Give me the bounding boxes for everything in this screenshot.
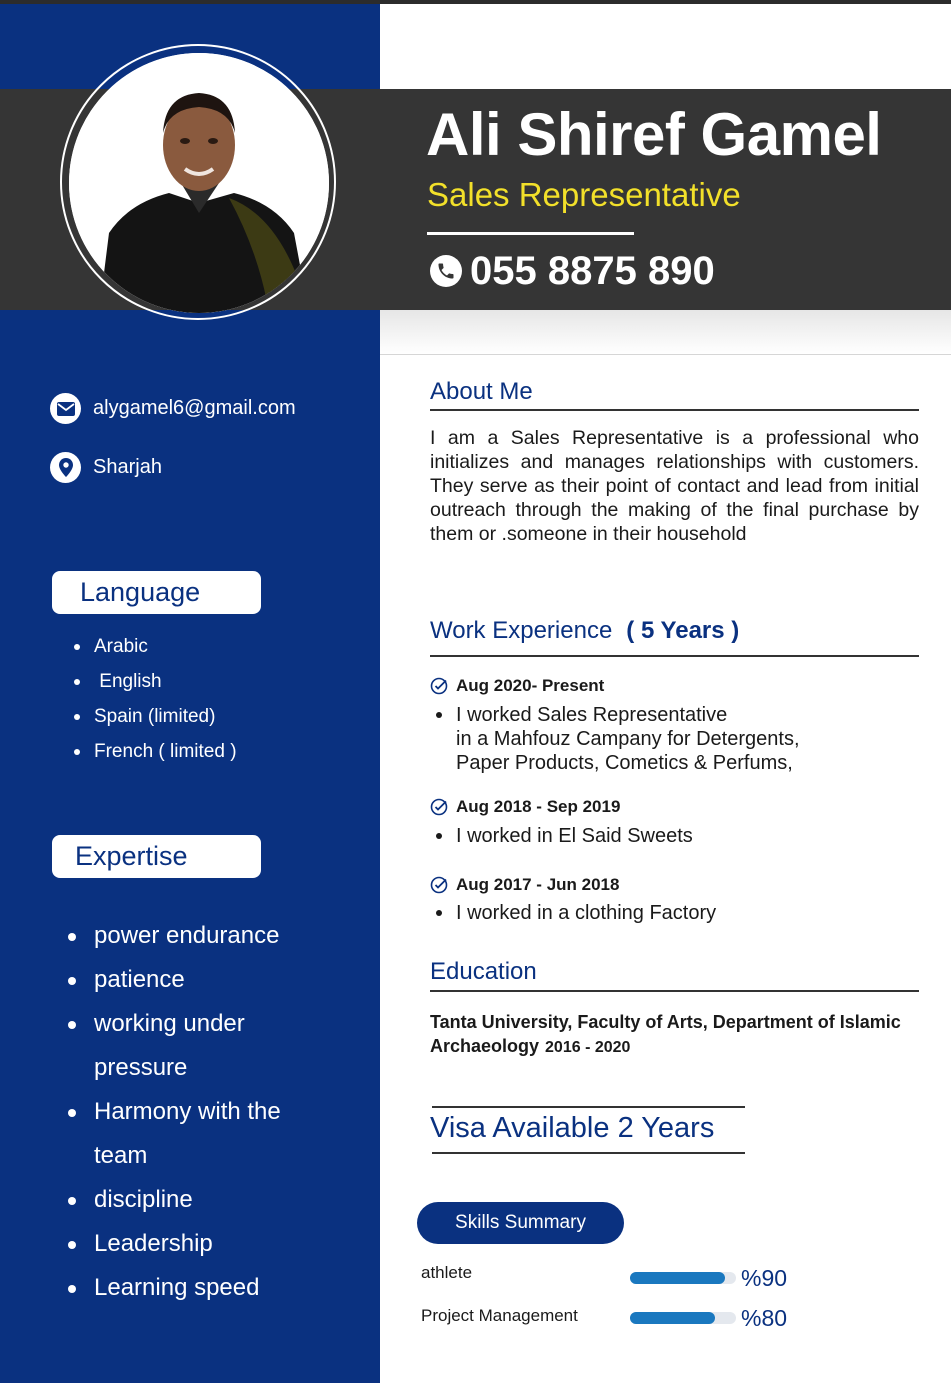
job-description-text: I worked Sales Representative in a Mahfouz Campany for Detergents, Paper Products, Cometics & Perfums,: [456, 704, 800, 774]
education-text: Tanta University, Faculty of Arts, Department of Islamic Archaeology: [430, 1012, 901, 1056]
visa-status: Visa Available 2 Years: [430, 1112, 715, 1144]
expertise-list: [68, 914, 358, 1310]
skill-bar-fill: [630, 1272, 725, 1284]
visa-bottom-rule: [432, 1152, 745, 1154]
job-description: [436, 703, 800, 775]
email-row: [50, 393, 296, 424]
phone-icon: [430, 255, 462, 287]
job-description-text: I worked in El Said Sweets: [456, 825, 693, 847]
language-item: English: [74, 671, 237, 706]
bullet: [436, 712, 442, 718]
language-item: French ( limited ): [74, 741, 237, 776]
check-circle-icon: [430, 677, 448, 695]
expertise-item: Harmony with the team: [68, 1090, 324, 1178]
skill-bar: [630, 1312, 736, 1324]
expertise-item: Learning speed: [68, 1266, 358, 1310]
phone-number: 055 8875 890: [470, 248, 715, 293]
language-heading: Language: [52, 571, 261, 614]
expertise-item: power endurance: [68, 914, 358, 958]
skills-heading: Skills Summary: [417, 1202, 624, 1244]
skill-percent: %80: [741, 1305, 788, 1331]
education-heading: Education: [430, 958, 537, 985]
header-shadow: [380, 310, 951, 354]
work-heading: [430, 617, 739, 645]
language-item: Arabic: [74, 636, 237, 671]
skill-bar: [630, 1272, 736, 1284]
expertise-item: discipline: [68, 1178, 358, 1222]
about-heading: About Me: [430, 378, 533, 405]
about-text: I am a Sales Representative is a professional who initializes and manages relationships with customers. They serve as their point of contact and lead from initial outreach through the making of the final purchase by them or .someone in their household: [430, 427, 919, 545]
skill-bar-fill: [630, 1312, 715, 1324]
education-underline: [430, 990, 919, 992]
visa-top-rule: [432, 1106, 745, 1108]
language-item: Spain (limited): [74, 706, 237, 741]
full-name: Ali Shiref Gamel: [426, 101, 882, 168]
expertise-item: patience: [68, 958, 358, 1002]
header-divider: [380, 354, 951, 355]
envelope-icon: [50, 393, 81, 424]
work-years: ( 5 Years ): [626, 617, 740, 644]
job-date-row: [430, 676, 604, 696]
job-title: Sales Representative: [427, 176, 741, 213]
skill-name: Project Management: [421, 1306, 578, 1325]
work-title: Work Experience: [430, 617, 613, 644]
job-description: [436, 824, 693, 848]
location-text: Sharjah: [93, 456, 162, 478]
check-circle-icon: [430, 798, 448, 816]
title-underline: [427, 232, 634, 235]
expertise-item: working under pressure: [68, 1002, 284, 1090]
bullet: [436, 910, 442, 916]
work-underline: [430, 655, 919, 657]
job-description: [436, 901, 716, 925]
location-row: [50, 452, 162, 483]
expertise-heading: Expertise: [52, 835, 261, 878]
bullet: [436, 833, 442, 839]
job-date: Aug 2020- Present: [456, 676, 605, 695]
check-circle-icon: [430, 876, 448, 894]
language-list: [74, 636, 237, 776]
job-date: Aug 2017 - Jun 2018: [456, 875, 620, 894]
phone-row: [430, 248, 715, 294]
email-text: alygamel6@gmail.com: [93, 397, 296, 419]
skill-percent: %90: [741, 1265, 788, 1291]
job-description-text: I worked in a clothing Factory: [456, 902, 717, 924]
about-underline: [430, 409, 919, 411]
skill-name: athlete: [421, 1263, 473, 1282]
job-date: Aug 2018 - Sep 2019: [456, 797, 621, 816]
education-entry: [430, 1010, 910, 1060]
expertise-item: Leadership: [68, 1222, 358, 1266]
location-pin-icon: [50, 452, 81, 483]
job-date-row: [430, 875, 619, 895]
education-years: 2016 - 2020: [545, 1039, 631, 1056]
job-date-row: [430, 797, 620, 817]
profile-photo: [69, 53, 329, 313]
